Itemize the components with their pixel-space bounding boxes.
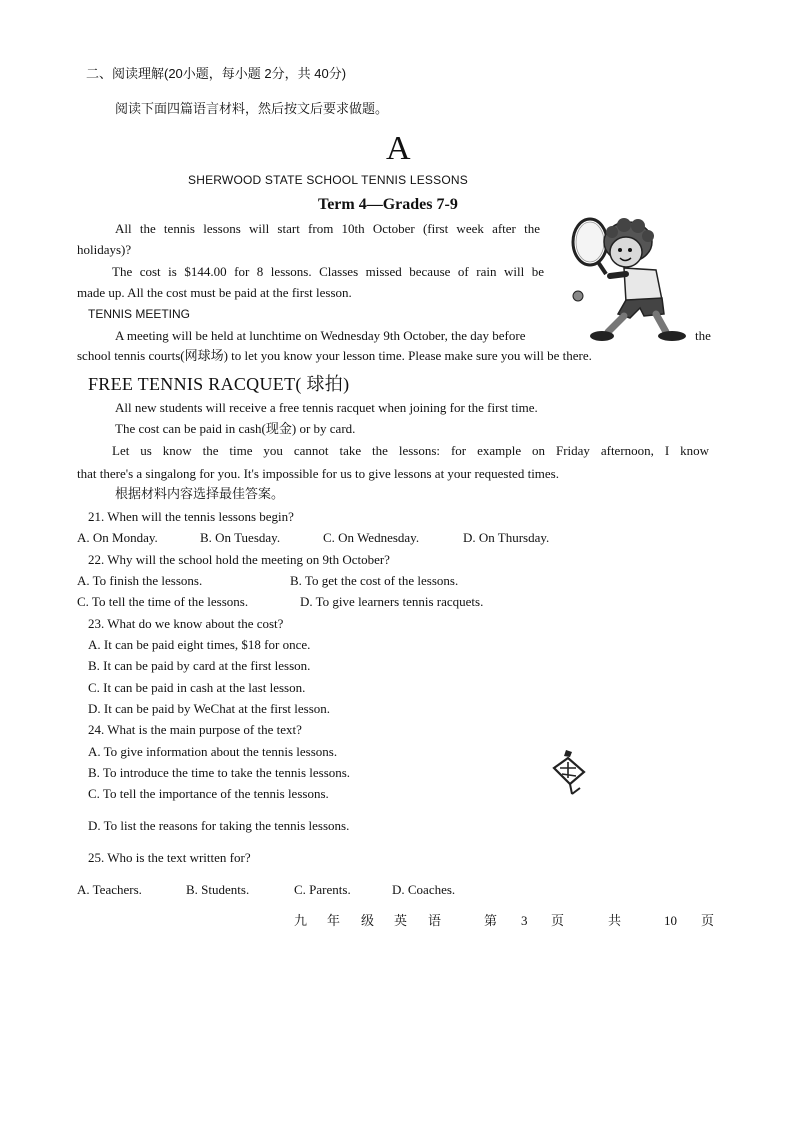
school-heading: SHERWOOD STATE SCHOOL TENNIS LESSONS [188, 173, 468, 187]
question-25-stem: 25. Who is the text written for? [88, 850, 251, 865]
question-21-option-b: B. On Tuesday. [200, 530, 281, 545]
tennis-player-illustration [566, 214, 692, 344]
question-21-option-d: D. On Thursday. [463, 530, 550, 545]
para6-line2: that there's a singalong for you. It's impossible for us to give lessons at your requested times. [77, 466, 559, 481]
footer-subject-char: 英 [394, 913, 408, 928]
para3-line1-end: the [695, 328, 711, 343]
passage-letter: A [386, 130, 411, 167]
para1-line2: holidays)? [77, 242, 132, 257]
footer-total-label: 共 [608, 913, 622, 928]
question-25-option-b: B. Students. [186, 882, 250, 897]
footer-subject-char: 年 [327, 913, 341, 928]
question-25-option-c: C. Parents. [294, 882, 351, 897]
question-22-option-a: A. To finish the lessons. [77, 573, 203, 588]
meeting-heading: TENNIS MEETING [88, 307, 191, 321]
question-22-option-c: C. To tell the time of the lessons. [77, 594, 249, 609]
question-23-stem: 23. What do we know about the cost? [88, 616, 284, 631]
footer-subject-char: 级 [361, 913, 375, 928]
footer-total-label-2: 页 [701, 913, 715, 928]
question-21-stem: 21. When will the tennis lessons begin? [88, 509, 294, 524]
question-24-option-b: B. To introduce the time to take the tennis lessons. [88, 765, 351, 780]
question-25-option-d: D. Coaches. [392, 882, 456, 897]
question-24-stem: 24. What is the main purpose of the text? [88, 722, 302, 737]
footer-subject-char: 九 [294, 913, 308, 928]
total-pages: 10 [664, 913, 677, 928]
question-23-option-c: C. It can be paid in cash at the last lesson. [88, 680, 306, 695]
question-24-option-d: D. To list the reasons for taking the tennis lessons. [88, 818, 350, 833]
decorative-mark-icon [550, 748, 588, 798]
para3-line2: school tennis courts(网球场) to let you know your lesson time. Please make sure you will be there. [77, 348, 592, 363]
para2-line2: made up. All the cost must be paid at the first lesson. [77, 285, 352, 300]
para4: All new students will receive a free tennis racquet when joining for the first time. [115, 400, 538, 415]
question-21-option-c: C. On Wednesday. [323, 530, 420, 545]
question-25-option-a: A. Teachers. [77, 882, 142, 897]
question-21-option-a: A. On Monday. [77, 530, 158, 545]
para6-line1: Let us know the time you cannot take the lessons: for example on Friday afternoon, I know [112, 443, 709, 458]
question-24-option-c: C. To tell the importance of the tennis lessons. [88, 786, 329, 801]
para5: The cost can be paid in cash(现金) or by card. [115, 421, 356, 436]
footer-page-label-2: 页 [551, 913, 565, 928]
para3-line1: A meeting will be held at lunchtime on Wednesday 9th October, the day before [115, 328, 526, 343]
para2-line1: The cost is $144.00 for 8 lessons. Classes missed because of rain will be [112, 264, 544, 279]
question-23-option-b: B. It can be paid by card at the first lesson. [88, 658, 311, 673]
section-title: 二、阅读理解(20小题，每小题 2分，共 40分) [86, 66, 347, 81]
term-heading: Term 4—Grades 7-9 [318, 196, 458, 213]
racquet-heading: FREE TENNIS RACQUET( 球拍) [88, 374, 350, 394]
question-22-stem: 22. Why will the school hold the meeting on 9th October? [88, 552, 390, 567]
question-23-option-d: D. It can be paid by WeChat at the first lesson. [88, 701, 331, 716]
question-22-option-d: D. To give learners tennis racquets. [300, 594, 484, 609]
footer-subject-char: 语 [428, 913, 442, 928]
section-instruction: 阅读下面四篇语言材料，然后按文后要求做题。 [115, 101, 389, 116]
question-24-option-a: A. To give information about the tennis lessons. [88, 744, 338, 759]
question-23-option-a: A. It can be paid eight times, $18 for once. [88, 637, 311, 652]
para1-line1: All the tennis lessons will start from 10th October (first week after the [115, 221, 540, 236]
question-22-option-b: B. To get the cost of the lessons. [290, 573, 459, 588]
page-number: 3 [521, 913, 528, 928]
footer-page-label: 第 [484, 913, 498, 928]
task-instruction: 根据材料内容选择最佳答案。 [115, 486, 285, 501]
